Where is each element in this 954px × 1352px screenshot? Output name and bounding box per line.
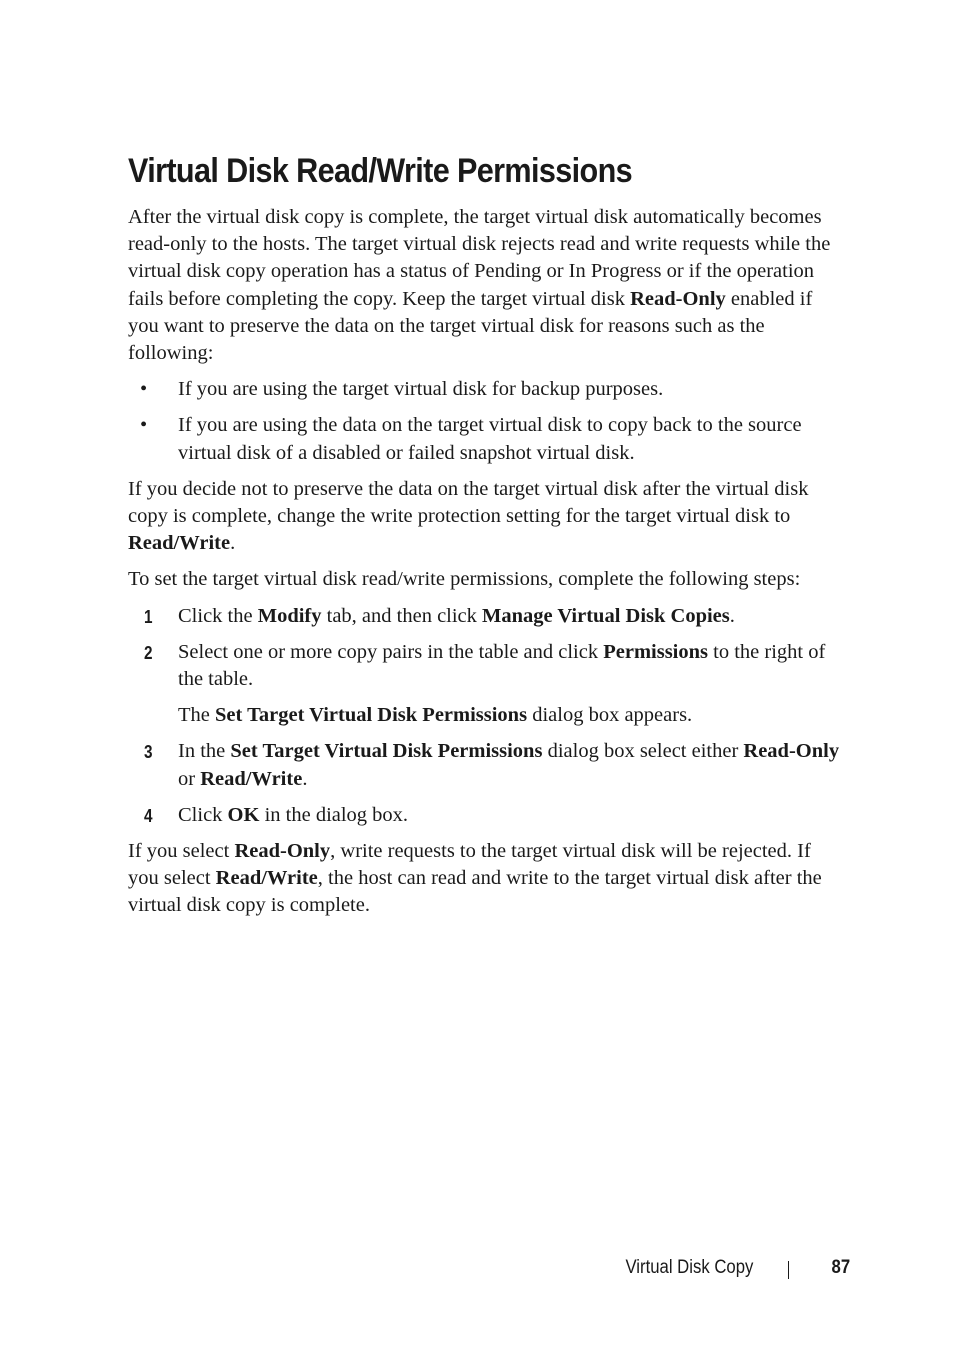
- list-item: • If you are using the data on the target virtual disk to copy back to the source virtual disk of a disabled or failed snapshot virtual disk.: [140, 414, 802, 464]
- bullet-list: [128, 376, 844, 467]
- paragraph-write-protection: If you decide not to preserve the data on the target virtual disk after the virtual disk copy is complete, change the write protection setting for the target virtual disk to Read/Write.: [128, 477, 809, 555]
- footer-separator: [788, 1261, 789, 1279]
- page-content: [128, 148, 844, 929]
- bullet-marker: •: [140, 414, 148, 437]
- page-footer: [0, 1255, 954, 1281]
- page-title: Virtual Disk Read/Write Permissions: [128, 152, 633, 190]
- body-text: [128, 204, 844, 920]
- page-number: 87: [831, 1257, 850, 1278]
- paragraph-result: If you select Read-Only, write requests to the target virtual disk will be rejected. If you select Read/Write, the host can read and write to the target virtual disk after the virtual disk copy is complete.: [128, 840, 822, 917]
- step-number: 4: [144, 805, 153, 826]
- step-number: 1: [144, 606, 153, 627]
- intro-paragraph: After the virtual disk copy is complete, the target virtual disk automatically becomes read-only to the hosts. The target virtual disk rejects read and write requests while the virtual disk copy operation has a status of Pending or In Progress or if the operation fails before completing the copy. Keep the target virtual disk Read-Only enabled if you want to preserve the data on the target virtual disk for reasons such as the following:: [128, 206, 831, 365]
- footer-section-title: Virtual Disk Copy: [625, 1257, 753, 1278]
- list-item: • If you are using the target virtual disk for backup purposes.: [128, 376, 844, 403]
- step-item: 1 Click the Modify tab, and then click Manage Virtual Disk Copies.: [128, 603, 844, 630]
- step-number: 2: [144, 642, 153, 663]
- step-item: 2 Select one or more copy pairs in the table and click Permissions to the right of the table. The Set Target Virtual Disk Permissions dialog box appears.: [128, 639, 844, 730]
- step-item: 3 In the Set Target Virtual Disk Permissions dialog box select either Read-Only or Read/Write.: [144, 740, 840, 790]
- bullet-marker: •: [140, 378, 148, 401]
- step-item: 4 Click OK in the dialog box.: [128, 802, 844, 829]
- paragraph-steps-intro: To set the target virtual disk read/write permissions, complete the following steps:: [128, 568, 801, 591]
- step-number: 3: [144, 742, 153, 763]
- steps-list: [128, 603, 844, 829]
- step-note: The Set Target Virtual Disk Permissions dialog box appears.: [178, 704, 693, 727]
